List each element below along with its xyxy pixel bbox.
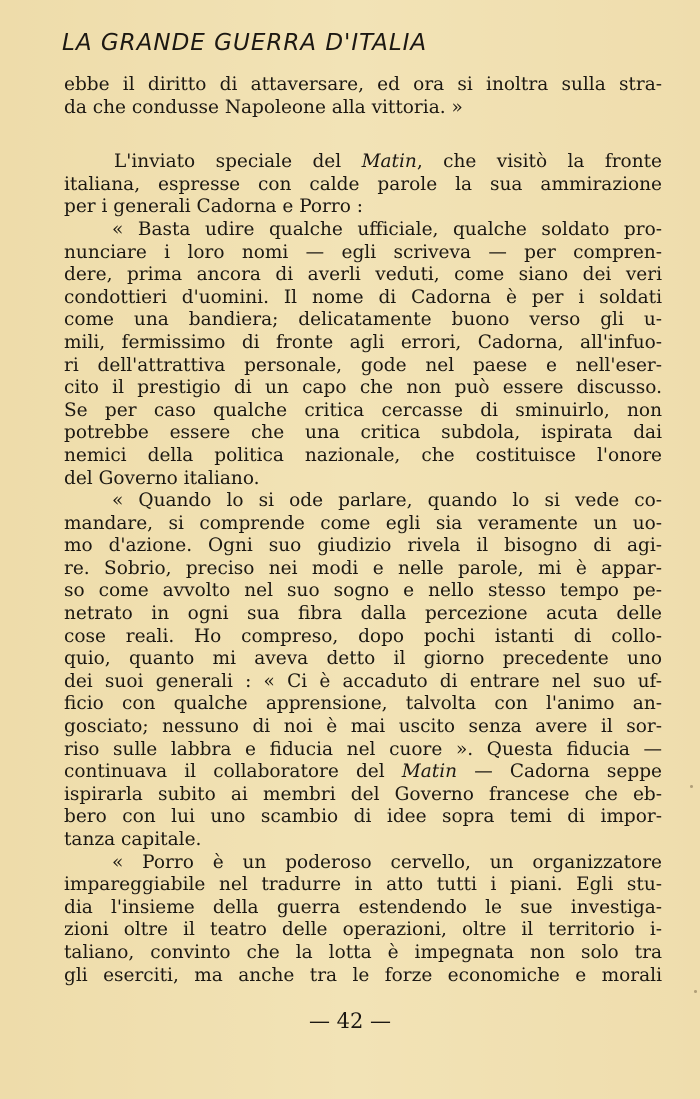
text-line: mo d'azione. Ogni suo giudizio rivela il bisogno di agi- [64,535,662,557]
text-line: quio, quanto mi aveva detto il giorno precedente uno [64,648,662,670]
text-line: gli eserciti, ma anche tra le forze economiche e morali [64,964,662,986]
running-header: LA GRANDE GUERRA D'ITALIA [62,30,428,56]
text-line: nemici della politica nazionale, che costituisce l'onore [64,444,662,466]
text-line: dei suoi generali : « Ci è accaduto di entrare nel suo uf- [64,670,662,692]
text-line: da che condusse Napoleone alla vittoria. » [64,96,463,118]
page-number: — 42 — [308,1009,392,1033]
text-line: cose reali. Ho compreso, dopo pochi istanti di collo- [64,625,662,647]
text-line: come una bandiera; delicatamente buono verso gli u- [64,309,662,331]
text-line: netrato in ogni sua fibra dalla percezione acuta delle [64,603,662,625]
text-line: per i generali Cadorna e Porro : [64,196,363,218]
text-line: tanza capitale. [64,829,202,850]
text-line: ebbe il diritto di attaversare, ed ora si inoltra sulla stra- [64,74,662,95]
text-line: ficio con qualche apprensione, talvolta con l'animo an- [64,693,662,715]
body-text [64,74,662,987]
paragraph-gap [64,119,662,151]
text-line: continuava il collaboratore del Matin — Cadorna seppe [64,761,662,783]
text-line: Se per caso qualche critica cercasse di sminuirlo, non [64,399,662,421]
text-line: « Quando lo si ode parlare, quando lo si vede co- [112,490,662,512]
text-line: re. Sobrio, preciso nei modi e nelle parole, mi è appar- [64,557,662,579]
text-line: riso sulle labbra e fiducia nel cuore ». Questa fiducia — [64,738,662,760]
text-line: condottieri d'uomini. Il nome di Cadorna è per i soldati [64,286,662,308]
text-line: ri dell'attrattiva personale, gode nel paese e nell'eser- [64,354,662,376]
text-line: nunciare i loro nomi — egli scriveva — per compren- [64,241,662,263]
text-line: « Basta udire qualche ufficiale, qualche soldato pro- [112,218,662,240]
text-line: mandare, si comprende come egli sia veramente un uo- [64,512,662,534]
text-line: cito il prestigio di un capo che non può essere discusso. [64,377,662,399]
text-line: dere, prima ancora di averli veduti, come siano dei veri [64,264,662,286]
text-line: ispirarla subito ai membri del Governo francese che eb- [64,783,662,805]
text-line: potrebbe essere che una critica subdola, ispirata dai [64,422,662,444]
text-line: L'inviato speciale del Matin, che visitò la fronte [114,151,662,173]
text-line: « Porro è un poderoso cervello, un organizzatore [112,851,662,873]
text-line: del Governo italiano. [64,467,260,489]
paper-speck [694,990,697,993]
newspaper-title: Matin [361,151,417,173]
text-line: italiana, espresse con calde parole la sua ammirazione [64,173,662,195]
paper-speck [690,785,693,788]
text-line: mili, fermissimo di fronte agli errori, Cadorna, all'infuo- [64,331,662,353]
text-line: bero con lui uno scambio di idee sopra temi di impor- [64,806,662,828]
text-line: taliano, convinto che la lotta è impegnata non solo tra [64,941,662,963]
text-line: zioni oltre il teatro delle operazioni, oltre il territorio i- [64,919,662,941]
text-line: dia l'insieme della guerra estendendo le sue investiga- [64,896,662,918]
text-line: gosciato; nessuno di noi è mai uscito senza avere il sor- [64,716,662,738]
text-line: impareggiabile nel tradurre in atto tutti i piani. Egli stu- [64,874,662,896]
text-line: so come avvolto nel suo sogno e nello stesso tempo pe- [64,580,662,602]
newspaper-title: Matin [401,761,458,783]
